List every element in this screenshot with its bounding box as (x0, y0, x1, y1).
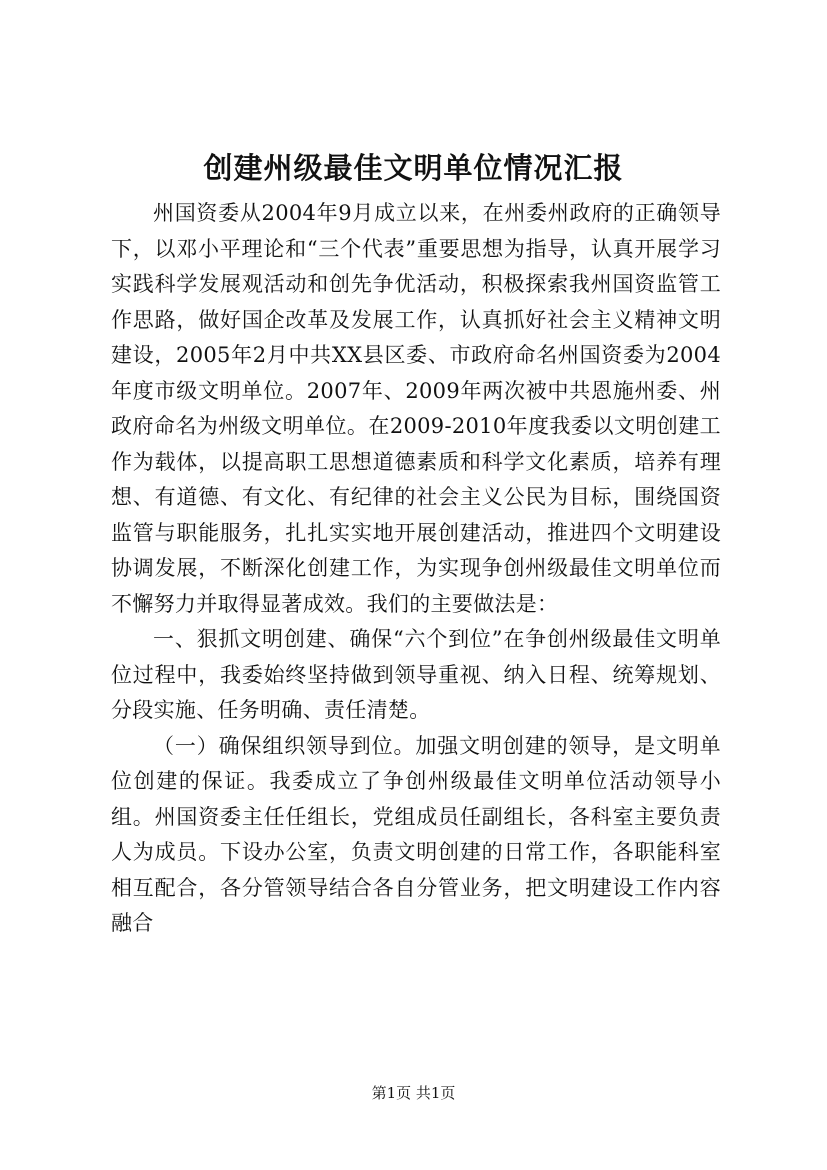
document-body (111, 196, 721, 942)
paragraph-section-one: 一、狠抓文明创建、确保“六个到位”在争创州级最佳文明单位过程中，我委始终坚持做到领导重视、纳入日程、统筹规划、分段实施、任务明确、责任清楚。 (111, 627, 721, 722)
page-number-footer: 第1页 共1页 (371, 1084, 456, 1102)
paragraph-intro: 州国资委从2004年9月成立以来，在州委州政府的正确领导下，以邓小平理论和“三个代表”重要思想为指导，认真开展学习实践科学发展观活动和创先争优活动，积极探索我州国资监管工作思路，做好国企改革及发展工作，认真抓好社会主义精神文明建设，2005年2月中共XX县区委、市政府命名州国资委为2004年度市级文明单位。2007年、2009年两次被中共恩施州委、州政府命名为州级文明单位。在2009-2010年度我委以文明创建工作为载体，以提高职工思想道德素质和科学文化素质，培养有理想、有道德、有文化、有纪律的社会主义公民为目标，围绕国资监管与职能服务，扎扎实实地开展创建活动，推进四个文明建设协调发展，不断深化创建工作，为实现争创州级最佳文明单位而不懈努力并取得显著成效。我们的主要做法是： (111, 201, 721, 616)
document-title: 创建州级最佳文明单位情况汇报 (203, 151, 624, 185)
paragraph-subsection-one: （一）确保组织领导到位。加强文明创建的领导，是文明单位创建的保证。我委成立了争创州级最佳文明单位活动领导小组。州国资委主任任组长，党组成员任副组长，各科室主要负责人为成员。下设办公室，负责文明创建的日常工作，各职能科室相互配合，各分管领导结合各自分管业务，把文明建设工作内容融合 (111, 733, 721, 935)
